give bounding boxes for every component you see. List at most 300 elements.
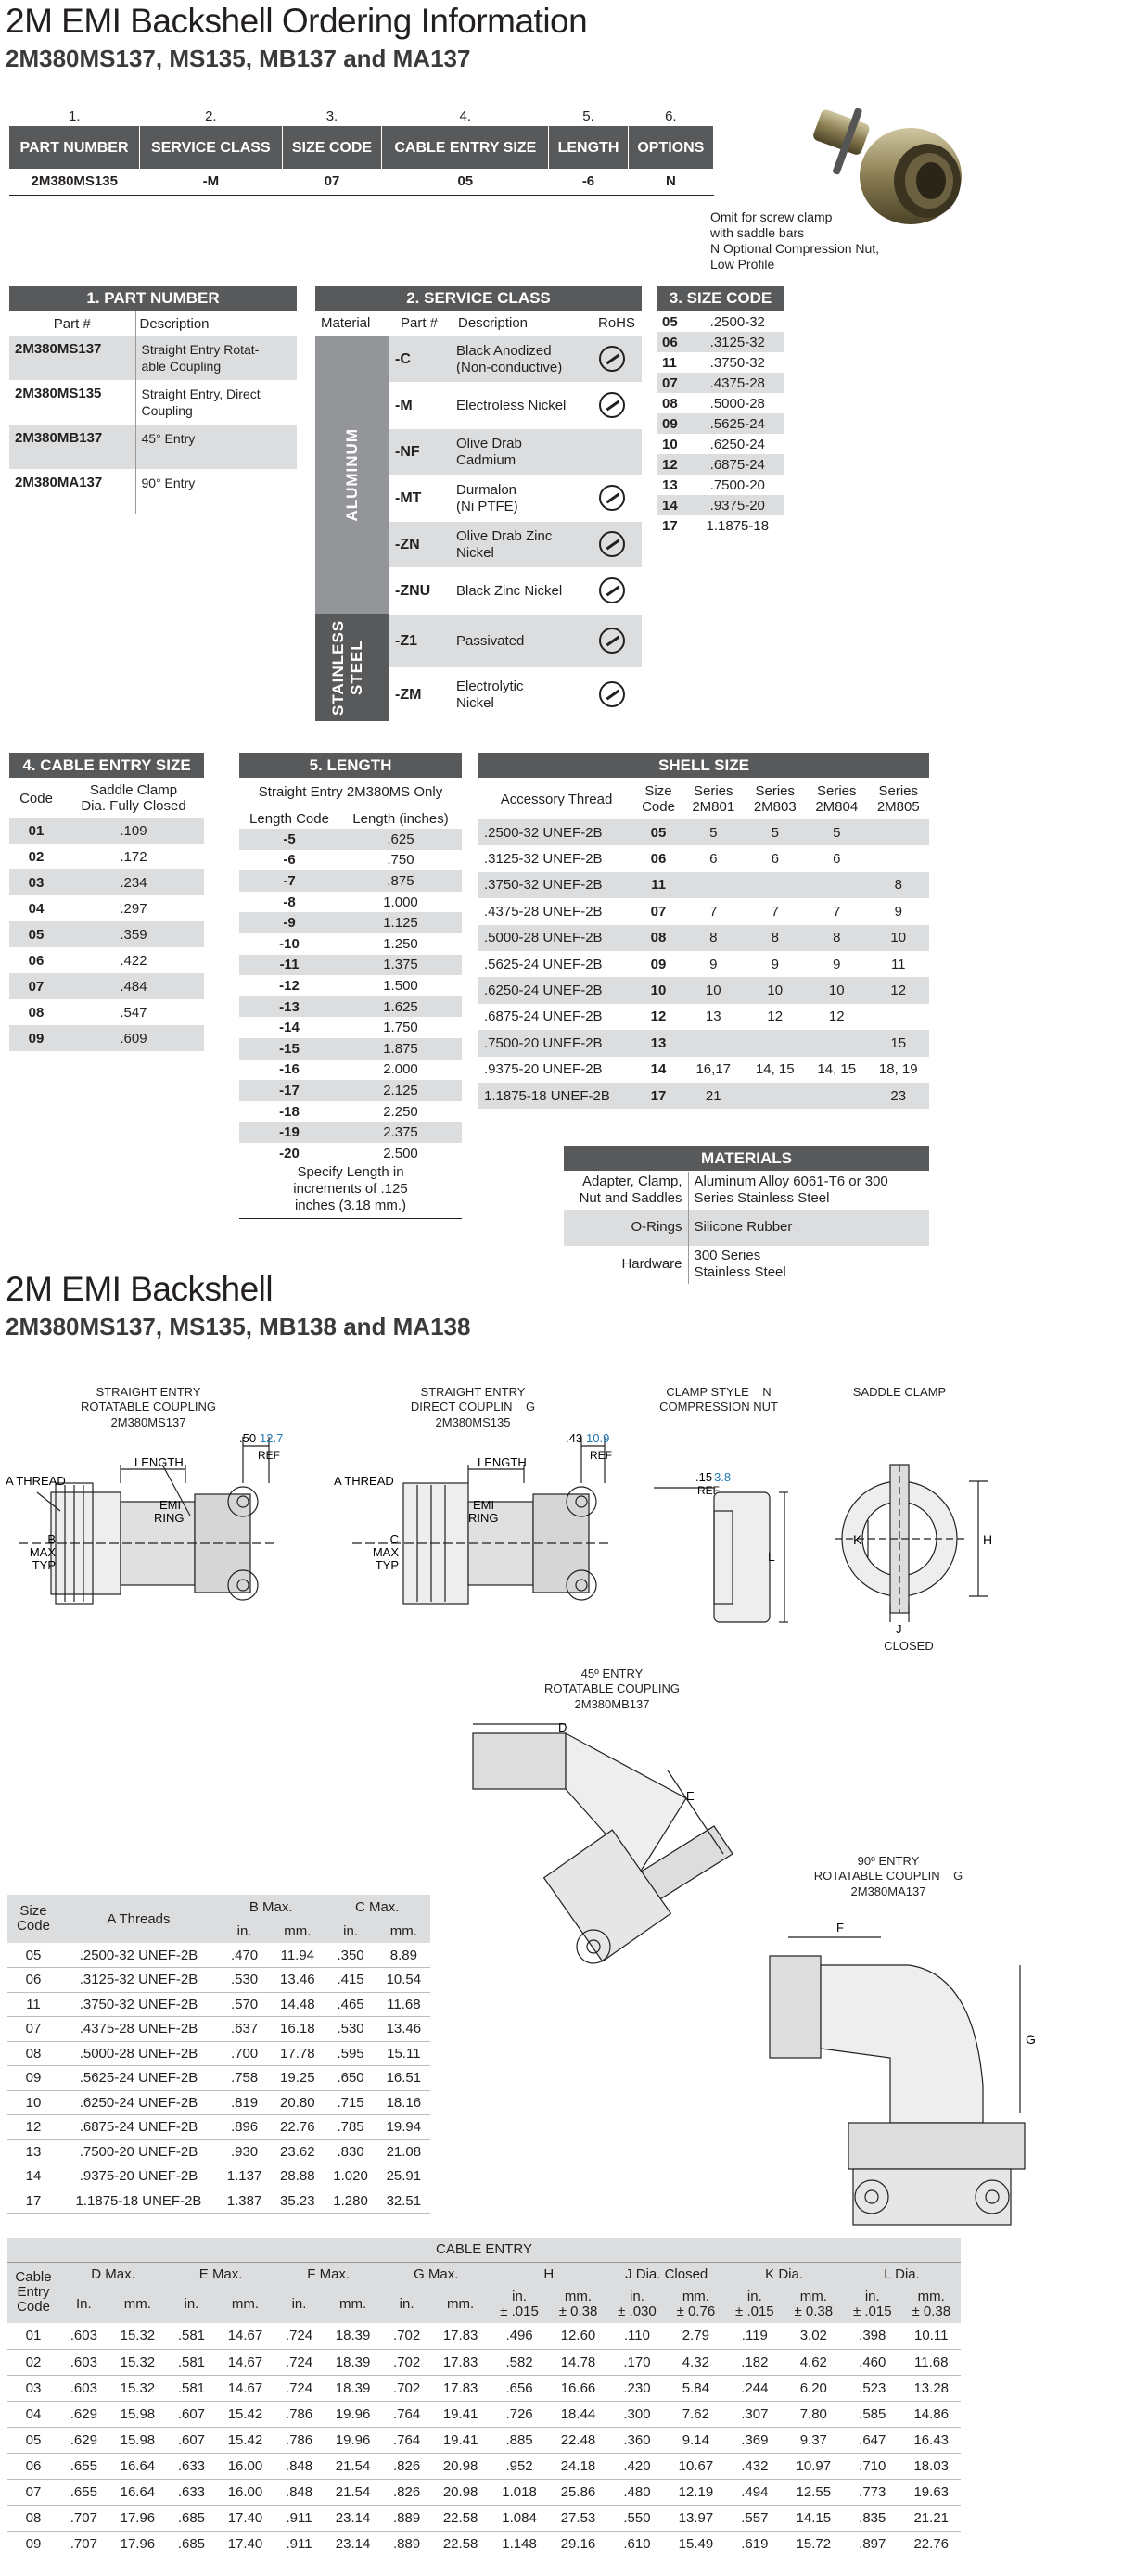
col-header: mm. (231, 2296, 260, 2312)
cell-line: Nut and Saddles (579, 1189, 682, 1206)
cell-line: Hardware (621, 1256, 682, 1272)
table-cell (806, 1030, 868, 1056)
table-cell: 09 (7, 2531, 59, 2557)
table-row (239, 870, 462, 892)
size-code-table (657, 311, 784, 536)
length-header: 5. LENGTH (239, 753, 462, 778)
table-row (7, 2115, 430, 2140)
order-cell: 1. (69, 108, 81, 124)
table-cell: 09 (28, 1030, 45, 1047)
table-cell (745, 872, 807, 898)
table-cell: .6875-24 UNEF-2B (484, 1009, 603, 1025)
table-row (657, 413, 784, 434)
label-line: 90º ENTRY (857, 1854, 920, 1868)
table-cell: .655 (59, 2479, 108, 2505)
table-cell: 2.000 (383, 1061, 418, 1078)
table-cell: -7 (283, 872, 296, 889)
table-cell: 14 (7, 2164, 59, 2189)
table-cell: 5.84 (667, 2375, 725, 2401)
service-class-row (389, 428, 642, 475)
table-cell: .470 (218, 1943, 271, 1968)
emi-label: RING (154, 1511, 185, 1525)
col-header: RoHS (598, 315, 636, 331)
table-cell: 07 (7, 2479, 59, 2505)
cell-line: Black Zinc Nickel (456, 582, 563, 599)
table-cell: .172 (120, 848, 147, 865)
table-cell: 6 (771, 851, 779, 868)
table-row (239, 1101, 462, 1123)
table-row (657, 515, 784, 536)
table-cell: .480 (607, 2479, 666, 2505)
table-cell: .724 (274, 2375, 324, 2401)
table-cell: 1.750 (383, 1020, 418, 1036)
table-row (9, 895, 204, 921)
table-cell: 08 (28, 1004, 45, 1021)
table-title: CABLE ENTRY (7, 2238, 961, 2262)
table-cell: 08 (662, 395, 678, 412)
table-cell: 19.25 (271, 2066, 324, 2091)
table-cell: .685 (167, 2531, 216, 2557)
table-cell: 19.63 (901, 2479, 961, 2505)
cable-entry-size-header: 4. CABLE ENTRY SIZE (9, 753, 204, 778)
col-header-line: in. (746, 2289, 762, 2304)
col-header-line: ± .015 (735, 2303, 774, 2319)
table-cell: .230 (607, 2375, 666, 2401)
table-cell: 22.76 (901, 2531, 961, 2557)
order-cell: 3. (325, 108, 338, 124)
col-header-line: 2M801 (692, 799, 735, 815)
section-title: 2M EMI Backshell (6, 1270, 274, 1308)
col-header-line: 2M804 (815, 799, 859, 815)
table-row (7, 2323, 961, 2349)
table-cell (688, 1172, 929, 1209)
table-cell: 16.66 (549, 2375, 607, 2401)
col-header: E Max. (198, 2265, 243, 2282)
e-label: E (686, 1789, 695, 1803)
table-cell: 17.40 (216, 2531, 274, 2557)
table-row (9, 425, 297, 469)
service-class-row (389, 382, 642, 428)
table-cell: .582 (490, 2349, 548, 2375)
length-label: LENGTH (478, 1455, 527, 1469)
label-line: 2M380MS135 (435, 1415, 511, 1429)
service-description (456, 336, 562, 382)
table-row (7, 2041, 430, 2066)
drawing-45-entry (454, 1715, 770, 2002)
table-cell: 12 (662, 456, 678, 473)
table-cell: .2500-32 (709, 313, 765, 330)
table-cell: 25.91 (377, 2164, 430, 2189)
shell-size-table (478, 779, 929, 1109)
table-cell: 12 (767, 1009, 784, 1025)
table-cell: .707 (59, 2505, 108, 2531)
table-cell: 06 (28, 952, 45, 969)
table-cell (682, 872, 745, 898)
drawing-label-straight-direct (380, 1385, 566, 1430)
table-cell (135, 336, 297, 380)
table-row (7, 1968, 430, 1993)
col-header: C Max. (354, 1898, 400, 1915)
col-header-line: ± .015 (500, 2303, 539, 2319)
col-header-line: in. (630, 2289, 644, 2304)
table-cell: 12 (828, 1009, 845, 1025)
col-header-line: ± .015 (852, 2303, 892, 2319)
col-header-line: Dia. Fully Closed (81, 798, 186, 814)
g-label: G (1026, 2032, 1036, 2047)
table-cell: 09 (7, 2066, 59, 2091)
length-note-line: increments of .125 (293, 1181, 408, 1197)
col-header: mm. (123, 2296, 151, 2312)
table-cell: 11 (7, 1992, 59, 2017)
table-cell: 23.14 (324, 2531, 382, 2557)
table-cell: 1.250 (383, 935, 418, 952)
table-row (478, 845, 929, 871)
col-header-line: in. (864, 2289, 880, 2304)
table-cell (135, 469, 297, 514)
table-cell: .619 (725, 2531, 784, 2557)
rohs-compliant-icon (599, 392, 625, 418)
table-cell: 4.62 (784, 2349, 843, 2375)
table-cell: 22.48 (549, 2427, 607, 2453)
cell-line: (Ni PTFE) (456, 498, 518, 514)
table-cell: 06 (7, 1968, 59, 1993)
drawing-straight-direct (334, 1428, 640, 1613)
table-row (239, 892, 462, 913)
table-cell: 7 (833, 903, 841, 920)
rohs-compliant-icon (599, 531, 625, 557)
table-cell (688, 1209, 929, 1246)
col-header: Code (19, 790, 53, 806)
service-description (456, 476, 518, 521)
table-cell: 9 (894, 903, 902, 920)
col-header: in. (399, 2296, 414, 2312)
table-cell: 04 (28, 900, 45, 917)
table-row (7, 2349, 961, 2375)
table-cell: .715 (324, 2090, 376, 2115)
table-cell: 15.32 (108, 2375, 167, 2401)
table-cell: .764 (382, 2401, 431, 2427)
col-header (725, 2286, 784, 2323)
table-cell: .530 (324, 2017, 376, 2042)
table-cell (806, 872, 868, 898)
table-cell: -15 (279, 1040, 300, 1057)
dimension-table (7, 1895, 430, 2214)
table-cell: 06 (662, 334, 678, 350)
table-cell: 10.97 (784, 2453, 843, 2479)
cell-line: Passivated (456, 632, 525, 649)
table-cell: 1.875 (383, 1040, 418, 1057)
table-cell: 18.39 (324, 2349, 382, 2375)
table-cell: -12 (279, 977, 300, 994)
table-cell: 5 (771, 824, 779, 841)
table-cell (564, 1209, 688, 1246)
table-cell: 02 (7, 2349, 59, 2375)
table-cell: 10.67 (667, 2453, 725, 2479)
table-cell: .182 (725, 2349, 784, 2375)
col-header-line: ± 0.38 (912, 2303, 951, 2319)
table-cell: 32.51 (377, 2189, 430, 2214)
table-cell: 7.62 (667, 2401, 725, 2427)
table-cell: 1.1875-18 (706, 517, 770, 534)
service-class-row (389, 336, 642, 382)
table-row (9, 844, 204, 869)
cell-line: Electroless Nickel (456, 397, 567, 413)
table-cell (806, 1083, 868, 1109)
table-cell: 01 (7, 2323, 59, 2349)
table-cell: .952 (490, 2453, 548, 2479)
table-cell: -20 (279, 1145, 300, 1161)
table-row (478, 1030, 929, 1056)
label-line: G (953, 1869, 963, 1884)
table-cell: 05 (7, 1943, 59, 1968)
col-header (868, 779, 930, 819)
drawing-compression-nut (649, 1465, 797, 1631)
table-cell: 04 (7, 2401, 59, 2427)
table-cell (745, 1083, 807, 1109)
table-cell: .460 (843, 2349, 901, 2375)
table-cell: -8 (283, 894, 296, 910)
table-row (7, 2531, 961, 2557)
cell-line: Cadmium (456, 451, 516, 468)
table-cell: .629 (59, 2401, 108, 2427)
typ-label: TYP (32, 1558, 56, 1572)
table-row (9, 469, 297, 514)
table-cell: .603 (59, 2349, 108, 2375)
cell-line: Durmalon (456, 481, 517, 498)
table-cell: .826 (382, 2453, 431, 2479)
table-cell: 18.03 (901, 2453, 961, 2479)
table-row (239, 1038, 462, 1060)
col-header (682, 779, 745, 819)
table-cell: .875 (387, 872, 414, 889)
cell-line: 45° Entry (141, 431, 196, 446)
col-header: D Max. (91, 2265, 135, 2282)
table-cell: .422 (120, 952, 147, 969)
table-cell: 16.64 (108, 2479, 167, 2505)
table-cell: 8 (709, 930, 718, 946)
table-cell: 1.387 (218, 2189, 271, 2214)
table-row (478, 951, 929, 977)
table-cell: .307 (725, 2401, 784, 2427)
table-cell: 20.80 (271, 2090, 324, 2115)
length-subtitle: Straight Entry 2M380MS Only (258, 784, 443, 800)
col-header (549, 2286, 607, 2323)
table-cell: 05 (662, 313, 678, 330)
drawing-straight-rotatable (0, 1428, 306, 1613)
label-line: ROTATABLE COUPLING (81, 1400, 216, 1415)
col-header-line: mm. (564, 2289, 593, 2304)
service-class-row (389, 667, 642, 721)
table-cell: 15.98 (108, 2401, 167, 2427)
table-cell: .750 (387, 852, 414, 869)
table-cell: 8.89 (377, 1943, 430, 1968)
col-header-line: Entry (17, 2284, 50, 2301)
table-row (564, 1172, 929, 1209)
table-cell (745, 1030, 807, 1056)
table-cell: 19.41 (431, 2427, 490, 2453)
table-cell: 1.500 (383, 977, 418, 994)
table-cell: 21 (705, 1087, 721, 1104)
table-row (239, 850, 462, 871)
cell-line: 300 Series (694, 1248, 761, 1263)
table-row (564, 1246, 929, 1283)
service-part: -MT (395, 489, 422, 506)
col-header (7, 2262, 59, 2323)
j-label: J (896, 1622, 902, 1636)
table-cell: 21.54 (324, 2453, 382, 2479)
label-line: ROTATABLE COUPLING (544, 1681, 680, 1696)
table-row (564, 1209, 929, 1246)
table-row (9, 380, 297, 425)
table-cell: .911 (274, 2505, 324, 2531)
table-cell: 19.96 (324, 2427, 382, 2453)
col-header: mm. (447, 2296, 475, 2312)
col-header-line: mm. (917, 2289, 945, 2304)
col-header-line: Code (17, 1918, 50, 1934)
col-header: A Threads (107, 1910, 171, 1927)
table-row (239, 1060, 462, 1081)
col-header (667, 2286, 725, 2323)
table-cell: 05 (28, 926, 45, 943)
cable-entry-table (7, 2238, 961, 2557)
table-cell: .911 (274, 2531, 324, 2557)
table-cell: 1.1875-18 UNEF-2B (484, 1087, 610, 1104)
table-cell (564, 1246, 688, 1283)
table-row (9, 818, 204, 844)
table-row (657, 352, 784, 373)
table-cell (135, 380, 297, 425)
table-cell: .360 (607, 2427, 666, 2453)
col-header: Accessory Thread (500, 791, 613, 807)
table-cell: 16.51 (377, 2066, 430, 2091)
table-cell: 18, 19 (878, 1061, 918, 1078)
options-note-line: N Optional Compression Nut, (710, 241, 880, 256)
table-cell: .581 (167, 2323, 216, 2349)
dim-label-mm: 12.7 (260, 1431, 284, 1445)
col-header-line: Size (644, 783, 672, 799)
table-cell: 6.20 (784, 2375, 843, 2401)
table-cell: 06 (650, 851, 667, 868)
table-cell: 07 (7, 2017, 59, 2042)
table-cell: 03 (7, 2375, 59, 2401)
table-cell: 15 (890, 1034, 907, 1051)
col-header: J Dia. Closed (625, 2265, 708, 2282)
col-header (634, 779, 682, 819)
col-header-line: mm. (682, 2289, 709, 2304)
col-header: mm. (338, 2296, 367, 2312)
table-row (657, 495, 784, 515)
table-cell: 13 (650, 1034, 667, 1051)
table-cell: 5 (709, 824, 718, 841)
col-header-line: Saddle Clamp (89, 782, 178, 798)
table-cell: 4.32 (667, 2349, 725, 2375)
table-row (478, 898, 929, 924)
table-cell (868, 845, 930, 871)
table-cell: 1.018 (490, 2479, 548, 2505)
k-label: K (853, 1532, 862, 1547)
col-header (7, 1895, 59, 1943)
material-label: ALUMINUM (343, 427, 361, 522)
table-cell: .7500-20 UNEF-2B (484, 1034, 603, 1051)
cell-line: Electrolytic (456, 678, 524, 694)
backshell-photo (797, 88, 983, 236)
table-row (239, 933, 462, 955)
table-cell: 3.02 (784, 2323, 843, 2349)
table-cell: .6250-24 UNEF-2B (59, 2090, 218, 2115)
table-cell: .4375-28 (709, 374, 765, 391)
service-description (456, 668, 524, 721)
table-cell: -10 (279, 935, 300, 952)
table-cell: 13 (7, 2139, 59, 2164)
table-row (7, 2427, 961, 2453)
table-row (7, 2017, 430, 2042)
table-cell: .530 (218, 1968, 271, 1993)
table-cell: 17 (650, 1087, 667, 1104)
table-row (657, 434, 784, 454)
table-cell: .702 (382, 2349, 431, 2375)
dim-label: .43 (566, 1431, 583, 1445)
table-cell: 18.39 (324, 2375, 382, 2401)
drawing-label-straight-rotatable (56, 1385, 241, 1430)
rohs-compliant-icon (599, 346, 625, 372)
table-cell: 05 (650, 824, 667, 841)
table-row (478, 1083, 929, 1109)
table-cell: -17 (279, 1082, 300, 1098)
table-row (478, 819, 929, 845)
table-cell: -13 (279, 998, 300, 1015)
order-cell: CABLE ENTRY SIZE (382, 126, 549, 169)
col-header-line: ± .030 (618, 2303, 657, 2319)
l-label: L (768, 1549, 775, 1564)
table-cell: .897 (843, 2531, 901, 2557)
table-cell: .3750-32 UNEF-2B (484, 877, 603, 894)
table-row (7, 2479, 961, 2505)
table-cell: 1.625 (383, 998, 418, 1015)
max-label: MAX (372, 1545, 399, 1559)
table-cell: 23.62 (271, 2139, 324, 2164)
dim-label: .50 (239, 1431, 257, 1445)
col-header-line: Series (816, 783, 857, 799)
table-cell: .3125-32 UNEF-2B (59, 1968, 218, 1993)
table-cell: -19 (279, 1124, 300, 1141)
table-cell: 8 (771, 930, 779, 946)
table-cell: 11.94 (271, 1943, 324, 1968)
table-cell: .702 (382, 2375, 431, 2401)
typ-label: TYP (375, 1558, 399, 1572)
col-header: In. (76, 2296, 92, 2312)
col-header-line: Code (642, 799, 675, 815)
service-part: -C (395, 350, 411, 367)
table-cell: .557 (725, 2505, 784, 2531)
label-line: G (525, 1400, 536, 1415)
size-code-header: 3. SIZE CODE (657, 286, 784, 311)
table-cell: .5000-28 UNEF-2B (484, 930, 603, 946)
order-cell: SIZE CODE (282, 126, 382, 169)
table-cell: 20.98 (431, 2453, 490, 2479)
material-label: STAINLESS STEEL (329, 619, 365, 716)
table-cell: 13.46 (271, 1968, 324, 1993)
cell-line: Aluminum Alloy 6061-T6 or 300 (694, 1173, 888, 1189)
table-cell: 15.32 (108, 2349, 167, 2375)
order-row (9, 169, 714, 195)
table-cell: 07 (650, 903, 667, 920)
table-cell: .7500-20 UNEF-2B (59, 2139, 218, 2164)
label-line: CLAMP STYLE (666, 1385, 749, 1399)
col-header: Part # (9, 311, 135, 336)
table-cell: .5625-24 UNEF-2B (59, 2066, 218, 2091)
order-cell: N (665, 173, 676, 190)
table-cell: .170 (607, 2349, 666, 2375)
